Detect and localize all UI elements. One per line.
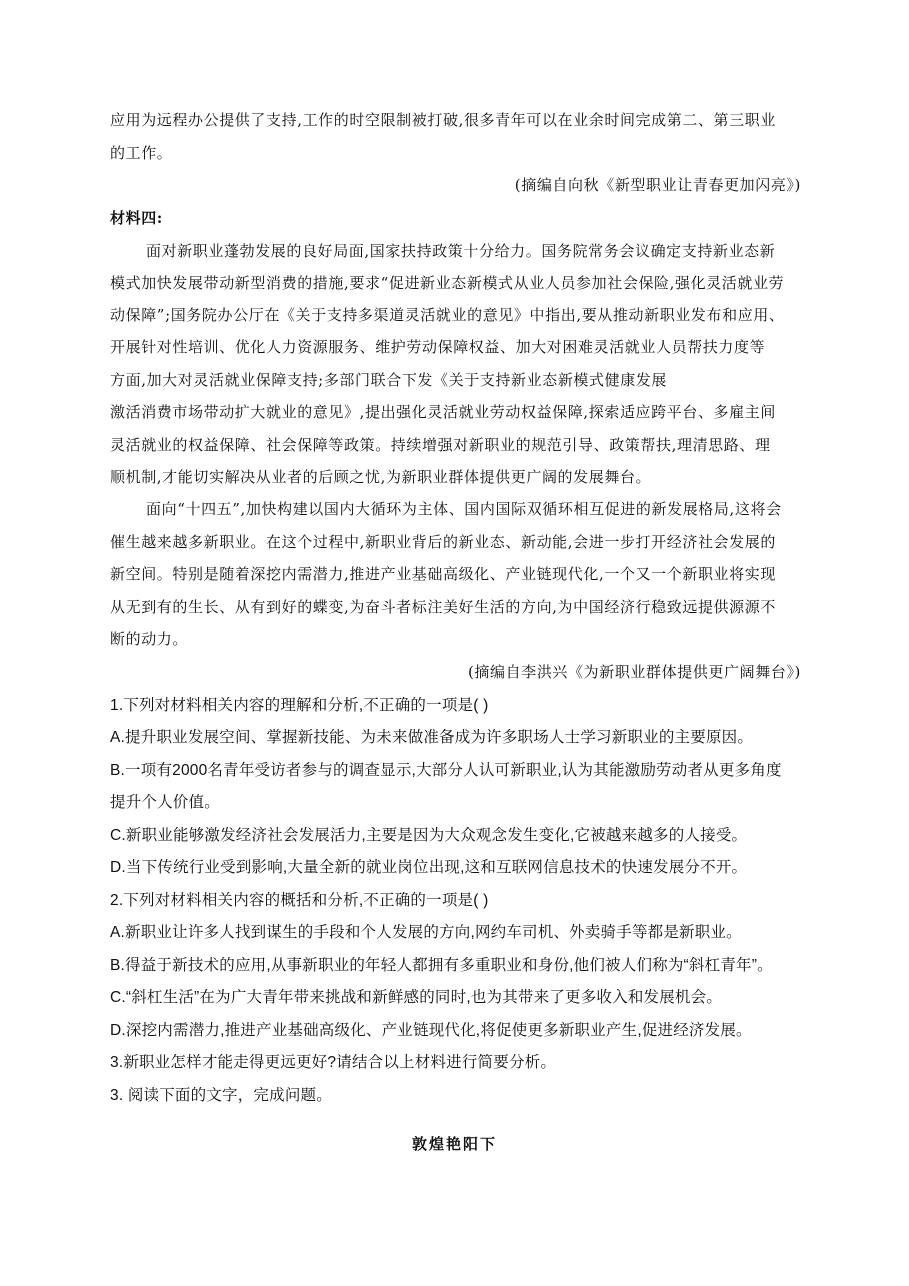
question-2-stem: 2.下列对材料相关内容的概括和分析,不正确的一项是( ) xyxy=(110,892,489,909)
m4-p2-line-5: 断的动力。 xyxy=(110,630,189,648)
m4-p2-line-4: 从无到有的生长、从有到好的蝶变,为奋斗者标注美好生活的方向,为中国经济行稳致远提供源源不 xyxy=(110,598,776,616)
question-2-option-c: C.“斜杠生活”在为广大青年带来挑战和新鲜感的同时,也为其带来了更多收入和发展机会。 xyxy=(110,989,723,1006)
intro-line-1: 应用为远程办公提供了支持,工作的时空限制被打破,很多青年可以在业余时间完成第二、第三职业 xyxy=(110,111,776,129)
source-material-4: (摘编自李洪兴《为新职业群体提供更广阔舞台》) xyxy=(467,663,801,681)
m4-p2-line-1: 面向“十四五”,加快构建以国内大循环为主体、国内国际双循环相互促进的新发展格局,这将会 xyxy=(146,500,782,518)
m4-p1-line-6: 激活消费市场带动扩大就业的意见》,提出强化灵活就业劳动权益保障,探索适应跨平台、多雇主间 xyxy=(110,403,776,421)
material-4-heading: 材料四: xyxy=(110,209,163,227)
question-1-stem: 1.下列对材料相关内容的理解和分析,不正确的一项是( ) xyxy=(110,697,489,714)
question-1-option-d: D.当下传统行业受到影响,大量全新的就业岗位出现,这和互联网信息技术的快速发展分不开。 xyxy=(110,859,748,876)
question-1-option-b: B.一项有2000名青年受访者参与的调查显示,大部分人认可新职业,认为其能激励劳动者从更多角度 xyxy=(110,762,782,779)
m4-p1-line-3: 动保障”;国务院办公厅在《关于支持多渠道灵活就业的意见》中指出,要从推动新职业发布和应用、 xyxy=(110,306,785,324)
intro-line-2: 的工作。 xyxy=(110,144,173,162)
question-3-stem: 3.新职业怎样才能走得更远更好?请结合以上材料进行简要分析。 xyxy=(110,1054,557,1071)
question-1-option-a: A.提升职业发展空间、掌握新技能、为未来做准备成为许多职场人士学习新职业的主要原因。 xyxy=(110,729,754,746)
m4-p1-line-2: 模式加快发展带动新型消费的措施,要求“促进新业态新模式从业人员参加社会保险,强化灵活就业劳 xyxy=(110,274,785,292)
question-2-option-a: A.新职业让许多人找到谋生的手段和个人发展的方向,网约车司机、外卖骑手等都是新职业。 xyxy=(110,924,742,941)
source-material-3: (摘编自向秋《新型职业让青春更加闪亮》) xyxy=(514,176,801,194)
question-1-option-b-cont: 提升个人价值。 xyxy=(110,794,220,811)
m4-p1-line-4: 开展针对性培训、优化人力资源服务、维护劳动保障权益、加大对困难灵活就业人员帮扶力度等 xyxy=(110,338,766,356)
m4-p1-line-8: 顺机制,才能切实解决从业者的后顾之忧,为新职业群体提供更广阔的发展舞台。 xyxy=(110,468,652,486)
m4-p1-line-5: 方面,加大对灵活就业保障支持;多部门联合下发《关于支持新业态新模式健康发展 xyxy=(110,371,668,389)
m4-p2-line-3: 新空间。特别是随着深挖内需潜力,推进产业基础高级化、产业链现代化,一个又一个新职业将实现 xyxy=(110,565,776,583)
question-2-option-d: D.深挖内需潜力,推进产业基础高级化、产业链现代化,将促使更多新职业产生,促进经济发展。 xyxy=(110,1022,752,1039)
m4-p1-line-7: 灵活就业的权益保障、社会保障等政策。持续增强对新职业的规范引导、政策帮扶,理清思路、理 xyxy=(110,436,771,454)
m4-p1-line-1: 面对新职业蓬勃发展的良好局面,国家扶持政策十分给力。国务院常务会议确定支持新业态新 xyxy=(146,242,776,260)
section-title: 敦煌艳阳下 xyxy=(411,1135,497,1153)
question-1-option-c: C.新职业能够激发经济社会发展活力,主要是因为大众观念发生变化,它被越来越多的人接受。 xyxy=(110,827,748,844)
m4-p2-line-2: 催生越来越多新职业。在这个过程中,新职业背后的新业态、新动能,会进一步打开经济社会发展的 xyxy=(110,533,776,551)
question-2-option-b: B.得益于新技术的应用,从事新职业的年轻人都拥有多重职业和身份,他们被人们称为“斜杠青年”。 xyxy=(110,957,773,974)
reading-instruction: 3. 阅读下面的文字，完成问题。 xyxy=(110,1087,332,1104)
